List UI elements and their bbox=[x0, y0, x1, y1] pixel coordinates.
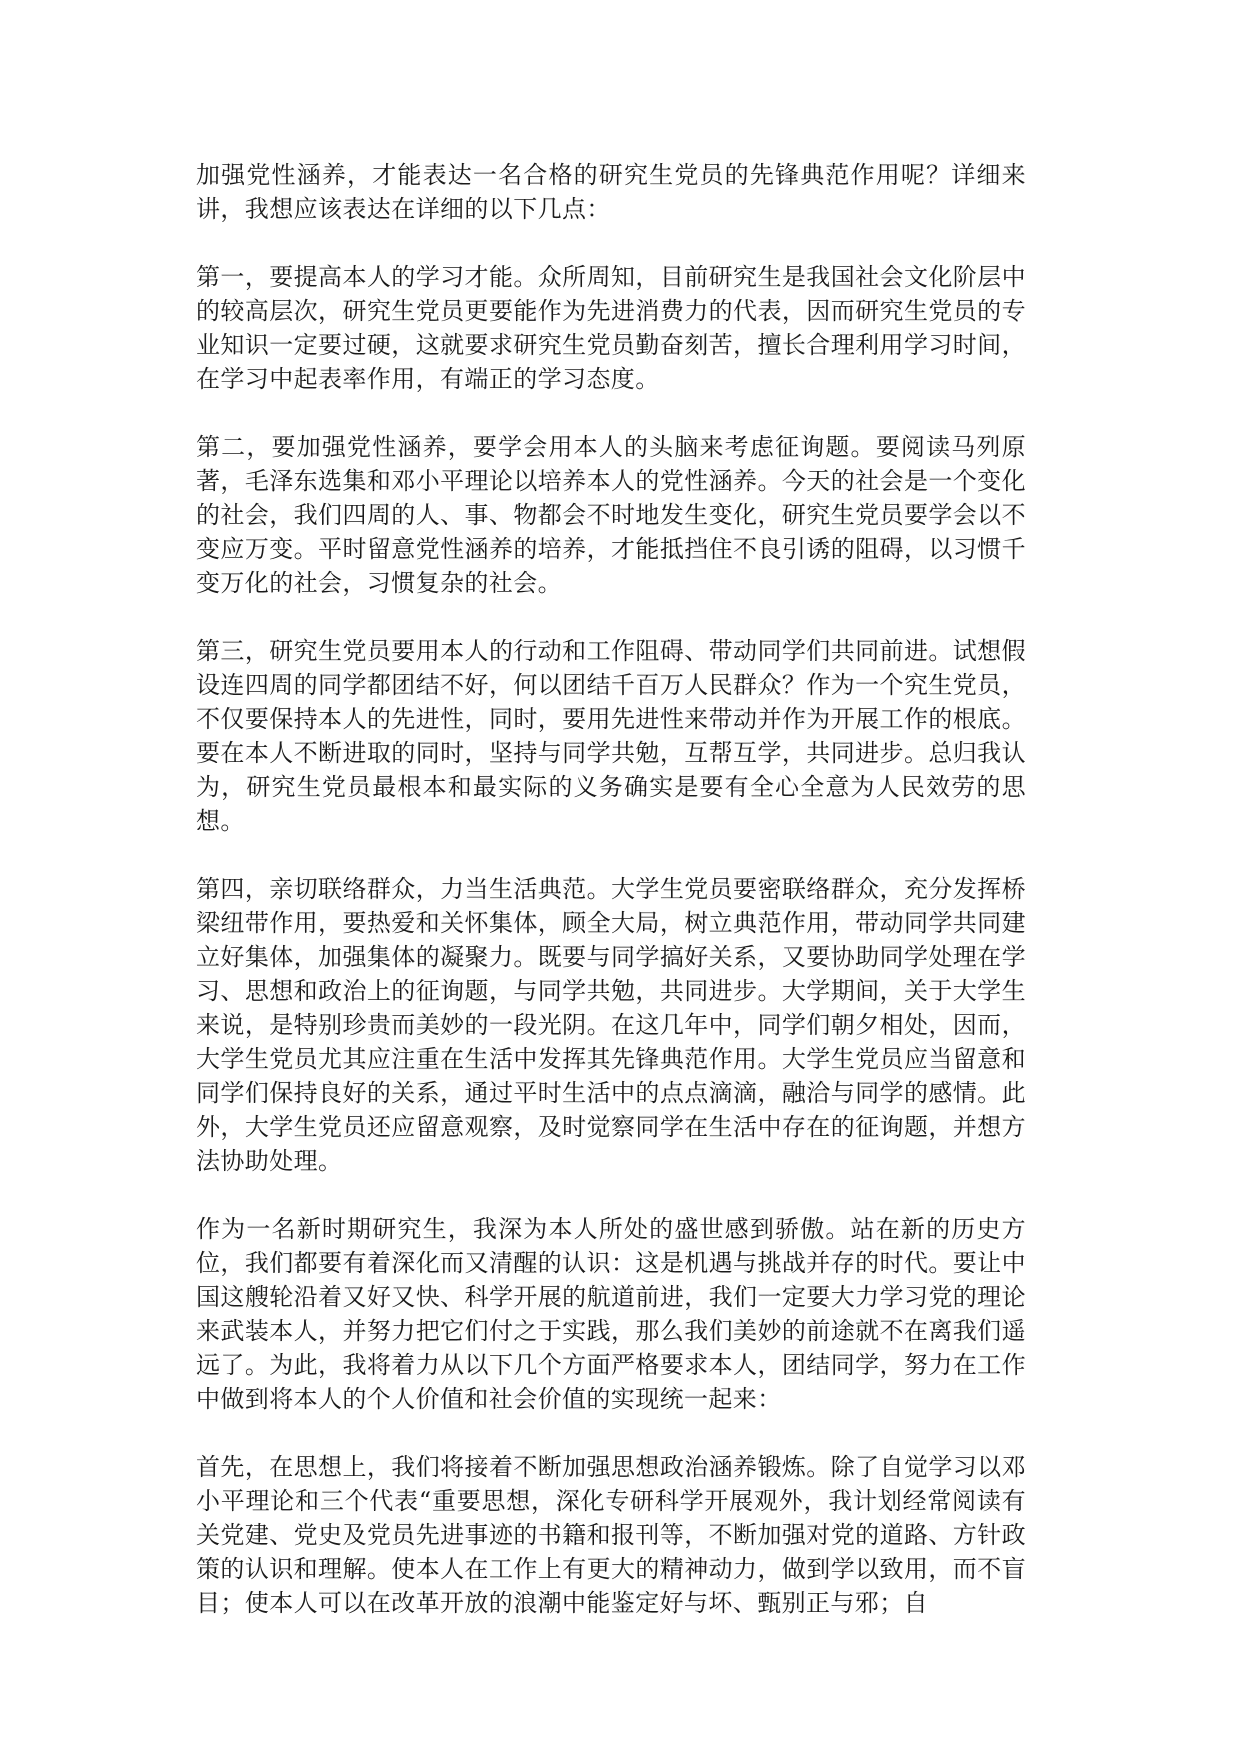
paragraph-intro: 加强党性涵养，才能表达一名合格的研究生党员的先锋典范作用呢？详细来讲，我想应该表达在详细的以下几点： bbox=[196, 161, 1026, 223]
paragraph-firstly: 首先，在思想上，我们将接着不断加强思想政治涵养锻炼。除了自觉学习以邓小平理论和三个代表“重要思想，深化专研科学开展观外，我计划经常阅读有关党建、党史及党员先进事迹的书籍和报刊等，不断加强对党的道路、方针政策的认识和理解。使本人在工作上有更大的精神动力，做到学以致用，而不盲目；使本人可以在改革开放的浪潮中能鉴定好与坏、甄别正与邪；自 bbox=[196, 1453, 1026, 1617]
paragraph-third-point: 第三，研究生党员要用本人的行动和工作阻碍、带动同学们共同前进。试想假设连四周的同学都团结不好，何以团结千百万人民群众？作为一个究生党员，不仅要保持本人的先进性，同时，要用先进性来带动并作为开展工作的根底。要在本人不断进取的同时，坚持与同学共勉，互帮互学，共同进步。总归我认为，研究生党员最根本和最实际的义务确实是要有全心全意为人民效劳的思想。 bbox=[196, 637, 1026, 835]
paragraph-first-point: 第一，要提高本人的学习才能。众所周知，目前研究生是我国社会文化阶层中的较高层次，研究生党员更要能作为先进消费力的代表，因而研究生党员的专业知识一定要过硬，这就要求研究生党员勤奋刻苦，擅长合理利用学习时间，在学习中起表率作用，有端正的学习态度。 bbox=[196, 263, 1026, 393]
paragraph-new-era: 作为一名新时期研究生，我深为本人所处的盛世感到骄傲。站在新的历史方位，我们都要有着深化而又清醒的认识：这是机遇与挑战并存的时代。要让中国这艘轮沿着又好又快、科学开展的航道前进，我们一定要大力学习党的理论来武装本人，并努力把它们付之于实践，那么我们美妙的前途就不在离我们遥远了。为此，我将着力从以下几个方面严格要求本人，团结同学，努力在工作中做到将本人的个人价值和社会价值的实现统一起来： bbox=[196, 1215, 1026, 1413]
paragraph-second-point: 第二，要加强党性涵养，要学会用本人的头脑来考虑征询题。要阅读马列原著，毛泽东选集和邓小平理论以培养本人的党性涵养。今天的社会是一个变化的社会，我们四周的人、事、物都会不时地发生变化，研究生党员要学会以不变应万变。平时留意党性涵养的培养，才能抵挡住不良引诱的阻碍，以习惯千变万化的社会，习惯复杂的社会。 bbox=[196, 433, 1026, 597]
paragraph-fourth-point: 第四，亲切联络群众，力当生活典范。大学生党员要密联络群众，充分发挥桥梁纽带作用，要热爱和关怀集体，顾全大局，树立典范作用，带动同学共同建立好集体，加强集体的凝聚力。既要与同学搞好关系，又要协助同学处理在学习、思想和政治上的征询题，与同学共勉，共同进步。大学期间，关于大学生来说，是特别珍贵而美妙的一段光阴。在这几年中，同学们朝夕相处，因而，大学生党员尤其应注重在生活中发挥其先锋典范作用。大学生党员应当留意和同学们保持良好的关系，通过平时生活中的点点滴滴，融洽与同学的感情。此外，大学生党员还应留意观察，及时觉察同学在生活中存在的征询题，并想方法协助处理。 bbox=[196, 875, 1026, 1175]
document-body bbox=[196, 158, 1026, 1620]
